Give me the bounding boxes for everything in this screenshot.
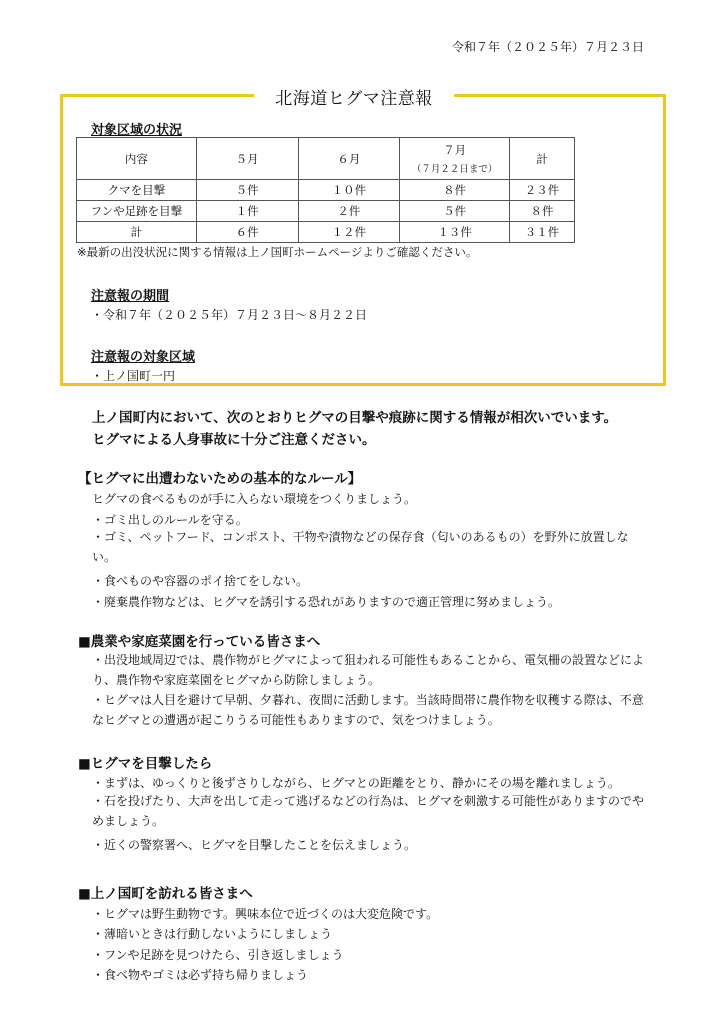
rules-heading: 【ヒグマに出遭わないための基本的なルール】 [78,471,362,487]
table-row [77,180,575,201]
table-cell: フンや足跡を目撃 [77,201,197,222]
rules-intro: ヒグマの食べるものが手に入らない環境をつくりましょう。 [92,492,417,506]
header-cell: ５月 [196,138,298,180]
list-item: ・食べものや容器のポイ捨てをしない。 [92,574,309,588]
list-item: ・ヒグマは野生動物です。興味本位で近づくのは大変危険です。 [92,907,439,921]
table-cell: ５件 [400,201,510,222]
header-label: ７月 [443,143,467,157]
lead-line-1: 上ノ国町内において、次のとおりヒグマの目撃や痕跡に関する情報が相次いでいます。 [92,410,618,426]
header-cell: 内容 [77,138,197,180]
issue-date: 令和７年（２０２５年）７月２３日 [451,40,644,54]
visitors-heading: ■上ノ国町を訪れる皆さまへ [78,886,253,902]
list-item: ・石を投げたり、大声を出して走って逃げるなどの行為は、ヒグマを刺激する可能性がありますのでやめましょう。 [92,794,645,828]
header-cell: ６月 [298,138,400,180]
status-heading: 対象区域の状況 [91,123,183,138]
table-cell: １２件 [298,222,400,243]
status-table [76,137,575,243]
table-cell: ２件 [298,201,400,222]
table-note: ※最新の出没状況に関する情報は上ノ国町ホームページよりご確認ください。 [77,245,478,259]
farm-heading: ■農業や家庭菜園を行っている皆さまへ [78,634,321,650]
list-item: ・薄暗いときは行動しないようにしましょう [92,927,333,941]
sighting-heading: ■ヒグマを目撃したら [78,756,213,772]
list-item: ・まずは、ゆっくりと後ずさりしながら、ヒグマとの距離をとり、静かにその場を離れましょう。 [92,776,620,790]
table-cell: １件 [196,201,298,222]
table-cell: ８件 [510,201,575,222]
table-cell: ８件 [400,180,510,201]
table-row [77,201,575,222]
list-item: ・出没地域周辺では、農作物がヒグマによって狙われる可能性もあることから、電気柵の設置などにより、農作物や家庭菜園をヒグマから防除しましょう。 [92,653,645,687]
list-item: ・ヒグマは人目を避けて早朝、夕暮れ、夜間に活動します。当該時間帯に農作物を収穫する際は、不意なヒグマとの遭遇が起こりうる可能性もありますので、気をつけましょう。 [92,693,644,727]
table-cell: クマを目撃 [77,180,197,201]
table-row-total [77,222,575,243]
lead-line-2: ヒグマによる人身事故に十分ご注意ください。 [92,432,376,448]
table-cell: ３１件 [510,222,575,243]
period-value: ・令和７年（２０２５年）７月２３日～８月２２日 [91,308,368,322]
header-cell-july [400,138,510,180]
list-item: ・廃棄農作物などは、ヒグマを誘引する恐れがありますので適正管理に努めましょう。 [92,595,561,609]
list-item: ・ゴミ、ペットフード、コンポスト、干物や漬物などの保存食（匂いのあるもの）を野外に放置しない。 [92,530,629,564]
table-header-row [77,138,575,180]
table-cell: ２３件 [510,180,575,201]
table-cell: １０件 [298,180,400,201]
table-cell: 計 [77,222,197,243]
header-cell: 計 [510,138,575,180]
table-cell: １３件 [400,222,510,243]
area-value: ・上ノ国町一円 [91,369,176,383]
table-cell: ６件 [196,222,298,243]
area-heading: 注意報の対象区域 [91,350,196,365]
july-note: （７月２２日まで） [411,164,498,175]
notice-title: 北海道ヒグマ注意報 [254,84,454,109]
table-cell: ５件 [196,180,298,201]
list-item: ・フンや足跡を見つけたら、引き返しましょう [92,948,344,962]
list-item: ・ゴミ出しのルールを守る。 [92,513,248,527]
list-item: ・近くの警察署へ、ヒグマを目撃したことを伝えましょう。 [92,838,417,852]
list-item: ・食べ物やゴミは必ず持ち帰りましょう [92,968,309,982]
period-heading: 注意報の期間 [91,289,170,304]
